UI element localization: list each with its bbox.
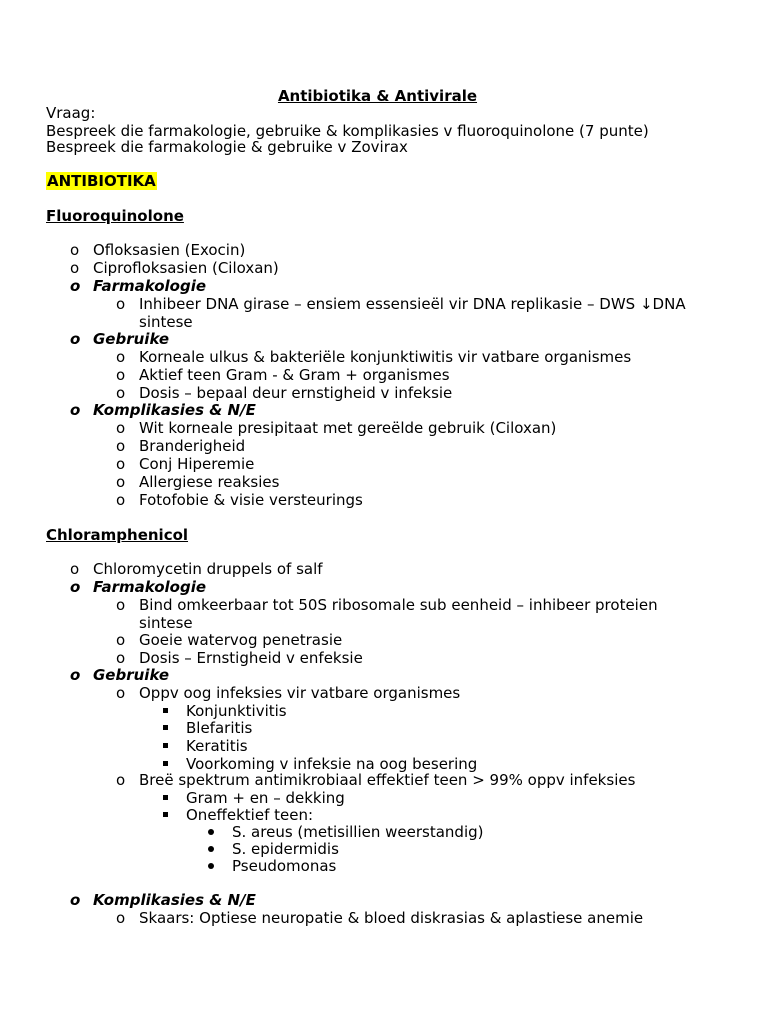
subheading-farmakologie: Farmakologie xyxy=(93,578,207,596)
subheading-gebruike: Gebruike xyxy=(93,666,170,684)
list-item: Inhibeer DNA girase – ensiem essensieël vir DNA replikasie – DWS ↓DNA xyxy=(139,295,686,313)
square-bullet-icon xyxy=(163,743,168,748)
list-marker: o xyxy=(116,684,126,702)
list-item-continuation: sintese xyxy=(139,313,193,331)
list-item: Ciprofloksasien (Ciloxan) xyxy=(93,259,279,277)
section-heading-text: ANTIBIOTIKA xyxy=(47,172,156,190)
list-item: Conj Hiperemie xyxy=(139,455,255,473)
list-item: Blefaritis xyxy=(186,719,253,737)
list-item: Oppv oog infeksies vir vatbare organismes xyxy=(139,684,461,702)
list-marker: o xyxy=(116,473,126,491)
list-item: Ofloksasien (Exocin) xyxy=(93,241,246,259)
list-marker: o xyxy=(70,241,80,259)
list-marker: o xyxy=(116,909,126,927)
list-item: Aktief teen Gram - & Gram + organismes xyxy=(139,366,450,384)
list-marker: o xyxy=(116,631,126,649)
list-item: Allergiese reaksies xyxy=(139,473,280,491)
list-marker: o xyxy=(70,578,81,596)
page-title: Antibiotika & Antivirale xyxy=(277,87,478,105)
list-marker: o xyxy=(116,649,126,667)
list-marker: o xyxy=(116,491,126,509)
list-item: S. epidermidis xyxy=(232,840,339,858)
fluoro-heading: Fluoroquinolone xyxy=(46,207,184,225)
list-item: Oneffektief teen: xyxy=(186,806,314,824)
list-item: Goeie watervog penetrasie xyxy=(139,631,343,649)
question-line-1: Bespreek die farmakologie, gebruike & komplikasies v fluoroquinolone (7 punte) xyxy=(46,122,649,140)
round-bullet-icon xyxy=(208,829,214,835)
list-marker: o xyxy=(70,401,81,419)
list-item: Gram + en – dekking xyxy=(186,789,345,807)
list-marker: o xyxy=(116,455,126,473)
list-marker: o xyxy=(116,437,126,455)
list-marker: o xyxy=(116,419,126,437)
square-bullet-icon xyxy=(163,795,168,800)
list-marker: o xyxy=(70,560,80,578)
list-item: Breë spektrum antimikrobiaal effektief teen > 99% oppv infeksies xyxy=(139,771,636,789)
list-item-continuation: sintese xyxy=(139,614,193,632)
subheading-komplikasies: Komplikasies & N/E xyxy=(93,401,256,419)
list-item: Bind omkeerbaar tot 50S ribosomale sub eenheid – inhibeer proteien xyxy=(139,596,658,614)
square-bullet-icon xyxy=(163,761,168,766)
list-marker: o xyxy=(116,366,126,384)
square-bullet-icon xyxy=(163,725,168,730)
chloro-heading: Chloramphenicol xyxy=(46,526,189,544)
list-marker: o xyxy=(116,295,126,313)
list-marker: o xyxy=(116,348,126,366)
list-item: Skaars: Optiese neuropatie & bloed diskrasias & aplastiese anemie xyxy=(139,909,644,927)
list-marker: o xyxy=(70,330,81,348)
subheading-komplikasies: Komplikasies & N/E xyxy=(93,891,256,909)
list-marker: o xyxy=(116,771,126,789)
square-bullet-icon xyxy=(163,812,168,817)
list-marker: o xyxy=(70,891,81,909)
subheading-gebruike: Gebruike xyxy=(93,330,170,348)
list-item: Branderigheid xyxy=(139,437,246,455)
list-marker: o xyxy=(70,259,80,277)
question-label: Vraag: xyxy=(46,104,96,122)
section-heading xyxy=(46,172,157,190)
round-bullet-icon xyxy=(208,863,214,869)
round-bullet-icon xyxy=(208,846,214,852)
subheading-farmakologie: Farmakologie xyxy=(93,277,207,295)
list-item: Dosis – Ernstigheid v enfeksie xyxy=(139,649,363,667)
list-item: S. areus (metisillien weerstandig) xyxy=(232,823,484,841)
list-marker: o xyxy=(116,384,126,402)
list-item: Korneale ulkus & bakteriële konjunktiwitis vir vatbare organismes xyxy=(139,348,632,366)
list-item: Chloromycetin druppels of salf xyxy=(93,560,323,578)
list-item: Wit korneale presipitaat met gereëlde gebruik (Ciloxan) xyxy=(139,419,557,437)
list-marker: o xyxy=(70,666,81,684)
list-item: Fotofobie & visie versteurings xyxy=(139,491,363,509)
list-marker: o xyxy=(116,596,126,614)
list-item: Dosis – bepaal deur ernstigheid v infeksie xyxy=(139,384,453,402)
list-item: Voorkoming v infeksie na oog besering xyxy=(186,755,478,773)
list-item: Konjunktivitis xyxy=(186,702,287,720)
square-bullet-icon xyxy=(163,708,168,713)
list-item: Pseudomonas xyxy=(232,857,337,875)
question-line-2: Bespreek die farmakologie & gebruike v Zovirax xyxy=(46,138,408,156)
list-marker: o xyxy=(70,277,81,295)
list-item: Keratitis xyxy=(186,737,248,755)
